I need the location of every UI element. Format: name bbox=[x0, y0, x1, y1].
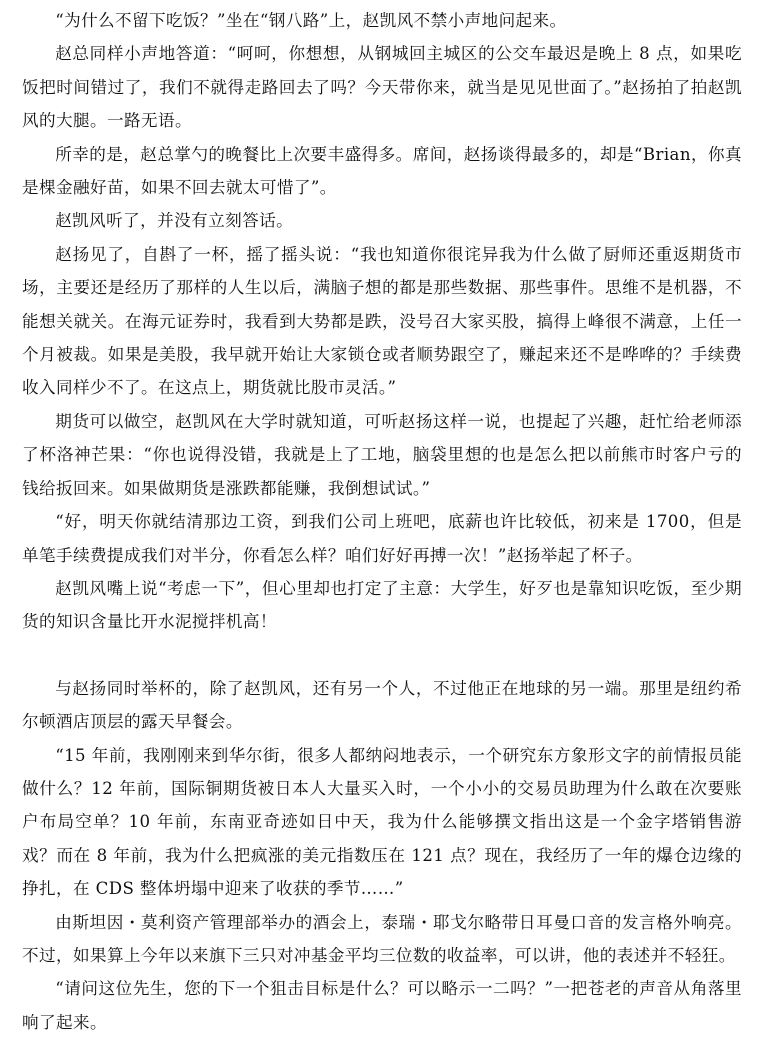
paragraph: 期货可以做空，赵凯风在大学时就知道，可听赵扬这样一说，也提起了兴趣，赶忙给老师添了杯洛神芒果：“你也说得没错，我就是上了工地，脑袋里想的也是怎么把以前熊市时客户亏的钱给扳回来。如果做期货是涨跌都能赚，我倒想试试。” bbox=[22, 411, 742, 498]
paragraph: 赵总同样小声地答道：“呵呵，你想想，从钢城回主城区的公交车最迟是晚上 8 点，如果吃饭把时间错过了，我们不就得走路回去了吗？今天带你来，就当是见见世面了。”赵扬拍了拍赵凯风的大腿。一路无语。 bbox=[22, 44, 742, 131]
paragraph: “为什么不留下吃饭？”坐在“钢八路”上，赵凯风不禁小声地问起来。 bbox=[55, 11, 567, 30]
paragraph: 赵扬见了，自斟了一杯，摇了摇头说：“我也知道你很诧异我为什么做了厨师还重返期货市场，主要还是经历了那样的人生以后，满脑子想的都是那些数据、那些事件。思维不是机器，不能想关就关。在海元证券时，我看到大势都是跌，没号召大家买股，搞得上峰很不满意，上任一个月被裁。如果是美股，我早就开始让大家锁仓或者顺势跟空了，赚起来还不是哗哗的？手续费收入同样少不了。在这点上，期货就比股市灵活。” bbox=[22, 244, 742, 398]
section-dinner bbox=[22, 4, 742, 639]
paragraph: “15 年前，我刚刚来到华尔街，很多人都纳闷地表示，一个研究东方象形文字的前情报员能做什么？12 年前，国际铜期货被日本人大量买入时，一个小小的交易员助理为什么敢在次要账户布局空单？10 年前，东南亚奇迹如日中天，我为什么能够撰文指出这是一个金字塔销售游戏？而在 8 年前，我为什么把疯涨的美元指数压在 121 点？现在，我经历了一年的爆仓边缘的挣扎，在 CDS 整体坍塌中迎来了收获的季节……” bbox=[22, 745, 742, 899]
paragraph: 所幸的是，赵总掌勺的晚餐比上次要丰盛得多。席间，赵扬谈得最多的，却是“Brian，你真是棵金融好苗，如果不回去就太可惜了”。 bbox=[22, 144, 742, 198]
paragraph: 由斯坦因・莫利资产管理部举办的酒会上，泰瑞・耶戈尔略带日耳曼口音的发言格外响亮。不过，如果算上今年以来旗下三只对冲基金平均三位数的收益率，可以讲，他的表述并不轻狂。 bbox=[22, 912, 742, 965]
paragraph: 赵凯风听了，并没有立刻答话。 bbox=[55, 211, 294, 231]
paragraph: “请问这位先生，您的下一个狙击目标是什么？可以略示一二吗？”一把苍老的声音从角落里响了起来。 bbox=[22, 979, 742, 1032]
paragraph: 与赵扬同时举杯的，除了赵凯风，还有另一个人，不过他正在地球的另一端。那里是纽约希尔顿酒店顶层的露天早餐会。 bbox=[22, 678, 742, 732]
paragraph: “好，明天你就结清那边工资，到我们公司上班吧，底薪也许比较低，初来是 1700，但是单笔手续费提成我们对半分，你看怎么样？咱们好好再搏一次！”赵扬举起了杯子。 bbox=[22, 512, 742, 565]
section-new-york bbox=[22, 672, 742, 1039]
section-break bbox=[22, 639, 742, 672]
paragraph: 赵凯风嘴上说“考虑一下”，但心里却也打定了主意：大学生，好歹也是靠知识吃饭，至少期货的知识含量比开水泥搅拌机高！ bbox=[22, 578, 742, 632]
